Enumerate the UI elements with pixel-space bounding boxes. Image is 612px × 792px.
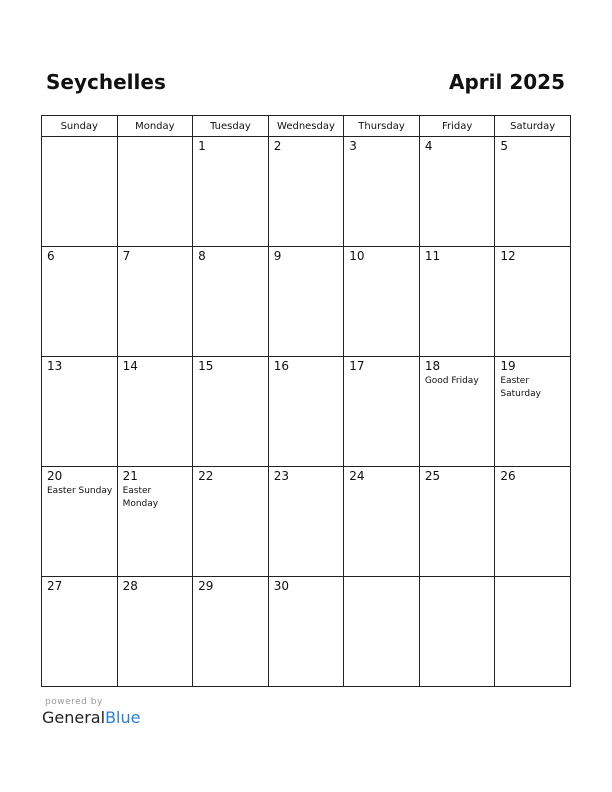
day-cell xyxy=(344,357,420,467)
day-number: 26 xyxy=(500,469,516,483)
day-cell xyxy=(193,137,269,247)
day-cell xyxy=(495,137,571,247)
holiday-label: Easter Saturday xyxy=(500,376,541,399)
weekday-header: Monday xyxy=(117,116,193,137)
day-cell xyxy=(42,467,118,577)
country-title: Seychelles xyxy=(46,70,166,94)
week-row xyxy=(42,247,571,357)
day-cell xyxy=(193,467,269,577)
day-cell xyxy=(495,577,571,687)
day-number: 28 xyxy=(122,579,138,593)
day-cell xyxy=(117,137,193,247)
day-number: 10 xyxy=(349,249,365,263)
day-number: 3 xyxy=(349,139,357,153)
day-cell xyxy=(193,357,269,467)
day-cell xyxy=(419,137,495,247)
day-cell xyxy=(42,357,118,467)
day-cell xyxy=(419,577,495,687)
day-number: 25 xyxy=(424,469,441,483)
day-number: 14 xyxy=(122,359,138,373)
day-cell xyxy=(419,247,495,357)
day-cell xyxy=(344,467,420,577)
day-cell xyxy=(42,137,118,247)
day-cell xyxy=(495,467,571,577)
week-row xyxy=(42,137,571,247)
day-number: 24 xyxy=(349,469,365,483)
calendar-grid xyxy=(41,115,571,687)
day-cell xyxy=(419,357,495,467)
day-cell xyxy=(117,577,193,687)
day-cell xyxy=(193,577,269,687)
day-number: 11 xyxy=(424,249,441,263)
day-cell xyxy=(117,247,193,357)
weekday-header: Saturday xyxy=(495,116,571,137)
day-number: 17 xyxy=(349,359,365,373)
day-number: 29 xyxy=(198,579,214,593)
day-number: 6 xyxy=(47,249,55,263)
week-row xyxy=(42,467,571,577)
day-number: 19 xyxy=(500,359,516,373)
day-number: 30 xyxy=(273,579,289,593)
day-number: 16 xyxy=(273,359,289,373)
weekday-header: Thursday xyxy=(344,116,420,137)
day-cell xyxy=(268,247,344,357)
day-number: 7 xyxy=(122,249,131,263)
day-number: 23 xyxy=(273,469,289,483)
day-number: 18 xyxy=(424,359,441,373)
day-number: 15 xyxy=(198,359,214,373)
day-number: 9 xyxy=(273,249,282,263)
week-row xyxy=(42,357,571,467)
weekday-header: Friday xyxy=(419,116,495,137)
weekday-header: Tuesday xyxy=(193,116,269,137)
day-cell xyxy=(268,467,344,577)
day-cell xyxy=(117,357,193,467)
day-cell xyxy=(268,577,344,687)
day-cell xyxy=(268,137,344,247)
holiday-label: Easter Sunday xyxy=(47,486,113,496)
holiday-label: Good Friday xyxy=(424,376,479,386)
weekday-header-row xyxy=(42,116,571,137)
powered-by-label: powered by xyxy=(45,697,103,707)
day-cell xyxy=(495,357,571,467)
brand-logo-part: General xyxy=(42,708,106,727)
day-number: 2 xyxy=(273,139,282,153)
day-number: 8 xyxy=(198,249,206,263)
weekday-header: Wednesday xyxy=(268,116,344,137)
day-number: 22 xyxy=(198,469,214,483)
day-cell xyxy=(42,247,118,357)
month-title: April 2025 xyxy=(449,70,565,94)
day-cell xyxy=(268,357,344,467)
brand-logo-part: Blue xyxy=(105,708,141,727)
day-number: 21 xyxy=(122,469,138,483)
day-cell xyxy=(193,247,269,357)
weekday-header: Sunday xyxy=(42,116,118,137)
day-cell xyxy=(344,137,420,247)
day-number: 20 xyxy=(47,469,63,483)
day-number: 27 xyxy=(47,579,63,593)
day-cell xyxy=(117,467,193,577)
brand-logo xyxy=(42,708,140,727)
day-number: 13 xyxy=(47,359,63,373)
day-number: 5 xyxy=(500,139,509,153)
day-cell xyxy=(419,467,495,577)
day-number: 12 xyxy=(500,249,516,263)
day-number: 1 xyxy=(198,139,206,153)
day-cell xyxy=(344,577,420,687)
day-number: 4 xyxy=(424,139,433,153)
day-cell xyxy=(42,577,118,687)
week-row xyxy=(42,577,571,687)
day-cell xyxy=(495,247,571,357)
day-cell xyxy=(344,247,420,357)
holiday-label: Easter Monday xyxy=(122,486,159,509)
